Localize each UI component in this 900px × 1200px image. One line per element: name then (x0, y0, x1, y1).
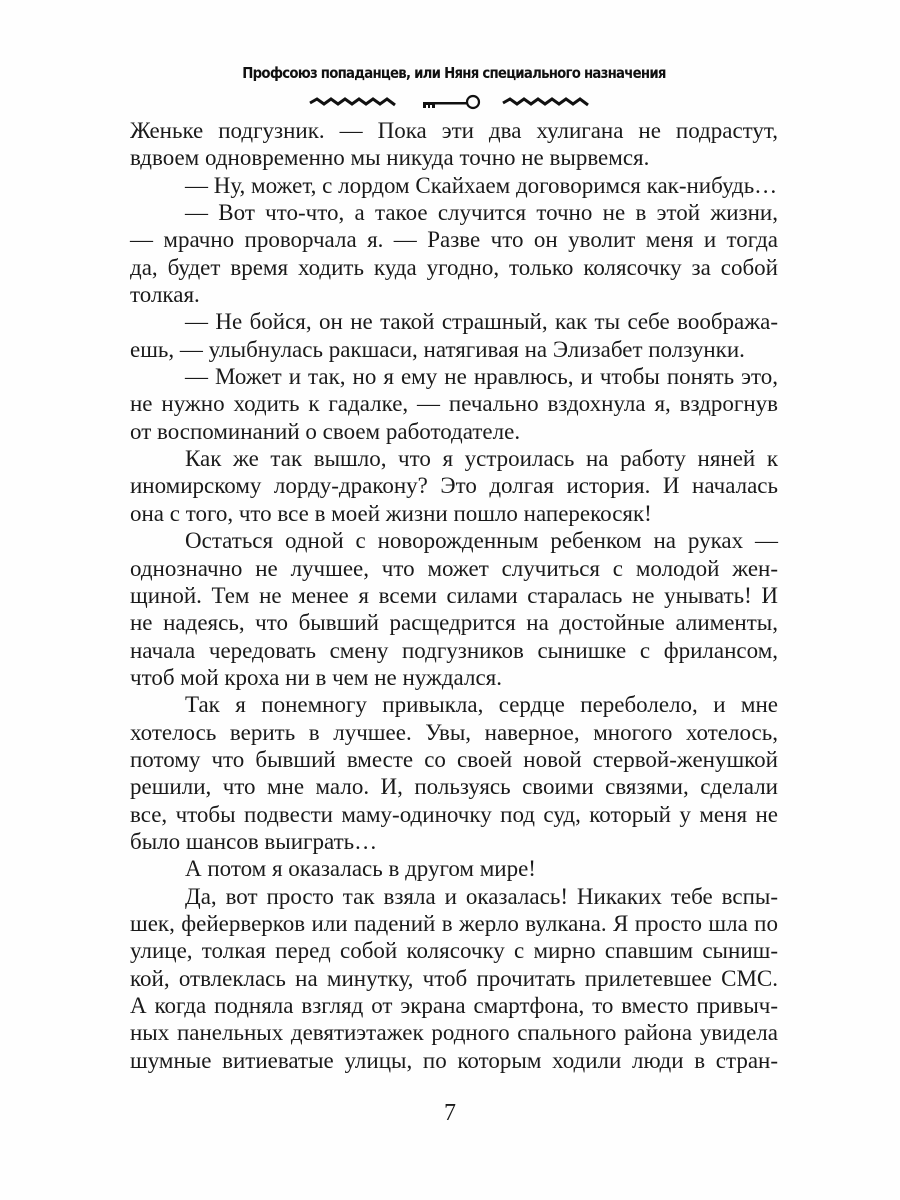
text-line: — Вот что-что, а такое случится точно не в этой жизни, (185, 200, 778, 226)
text-line: ных панельных девятиэтажек родного спального района увидела (130, 1020, 778, 1046)
key-ornament-icon (305, 91, 595, 111)
text-line: Как же так вышло, что я устроилась на работу няней к (185, 446, 778, 472)
text-line: да, будет время ходить куда угодно, только колясочку за собой (130, 254, 778, 280)
text-line: А когда подняла взгляд от экрана смартфона, то вместо привыч- (130, 993, 778, 1018)
text-line: Так я понемногу привыкла, сердце переболело, и мне (185, 692, 778, 718)
text-line: все, чтобы подвести маму-одиночку под суд, который у меня не (130, 801, 778, 827)
text-line: было шансов выиграть… (130, 828, 378, 854)
text-line: — мрачно проворчала я. — Разве что он уволит меня и тогда (130, 227, 778, 253)
text-line: кой, отвлеклась на минутку, чтоб прочитать прилетевшее СМС. (130, 965, 778, 991)
body-text (130, 117, 778, 1074)
text-line: щиной. Тем не менее я всеми силами старалась не унывать! И (130, 582, 778, 608)
text-line: однозначно не лучшее, что может случиться с молодой жен- (130, 555, 778, 581)
text-line: решили, что мне мало. И, пользуясь своими связями, сделали (130, 774, 778, 800)
text-line: — Не бойся, он не такой страшный, как ты себе вообража- (185, 309, 778, 335)
text-line: не нужно ходить к гадалке, — печально вздохнула я, вздрогнув (130, 391, 778, 417)
text-line: не надеясь, что бывший расщедрится на достойные алименты, (130, 610, 778, 636)
text-line: хотелось верить в лучшее. Увы, наверное, многого хотелось, (130, 719, 778, 745)
text-line: А потом я оказалась в другом мире! (185, 856, 536, 882)
running-title: Профсоюз попаданцев, или Няня специального назначения (242, 64, 666, 82)
text-line: шумные витиеватые улицы, по которым ходили люди в стран- (130, 1047, 778, 1073)
text-line: чтоб мой кроха ни в чем не нуждался. (130, 664, 502, 690)
page-number: 7 (444, 1100, 456, 1126)
text-line: начала чередовать смену подгузников сынишке с фрилансом, (130, 637, 778, 663)
text-line: она с того, что все в моей жизни пошло наперекосяк! (130, 500, 652, 526)
text-line: ешь, — улыбнулась ракшаси, натягивая на Элизабет ползунки. (130, 336, 745, 362)
text-line: — Ну, может, с лордом Скайхаем договоримся как-нибудь… (185, 172, 778, 198)
text-line: шек, фейерверков или падений в жерло вулкана. Я просто шла по (130, 910, 778, 936)
text-line: иномирскому лорду-дракону? Это долгая история. И началась (130, 473, 778, 499)
text-line: Да, вот просто так взяла и оказалась! Никаких тебе вспы- (185, 883, 778, 909)
text-line: вдвоем одновременно мы никуда точно не вырвемся. (130, 145, 650, 171)
text-line: от воспоминаний о своем работодателе. (130, 418, 521, 444)
text-line: — Может и так, но я ему не нравлюсь, и чтобы понять это, (185, 364, 778, 390)
text-line: улице, толкая перед собой колясочку с мирно спавшим сыниш- (130, 938, 778, 964)
text-line: толкая. (130, 282, 200, 308)
text-line: потому что бывший вместе со своей новой стервой-женушкой (130, 746, 778, 772)
text-line: Женьке подгузник. — Пока эти два хулигана не подрастут, (130, 118, 778, 143)
text-line: Остаться одной с новорожденным ребенком на руках — (185, 528, 778, 554)
